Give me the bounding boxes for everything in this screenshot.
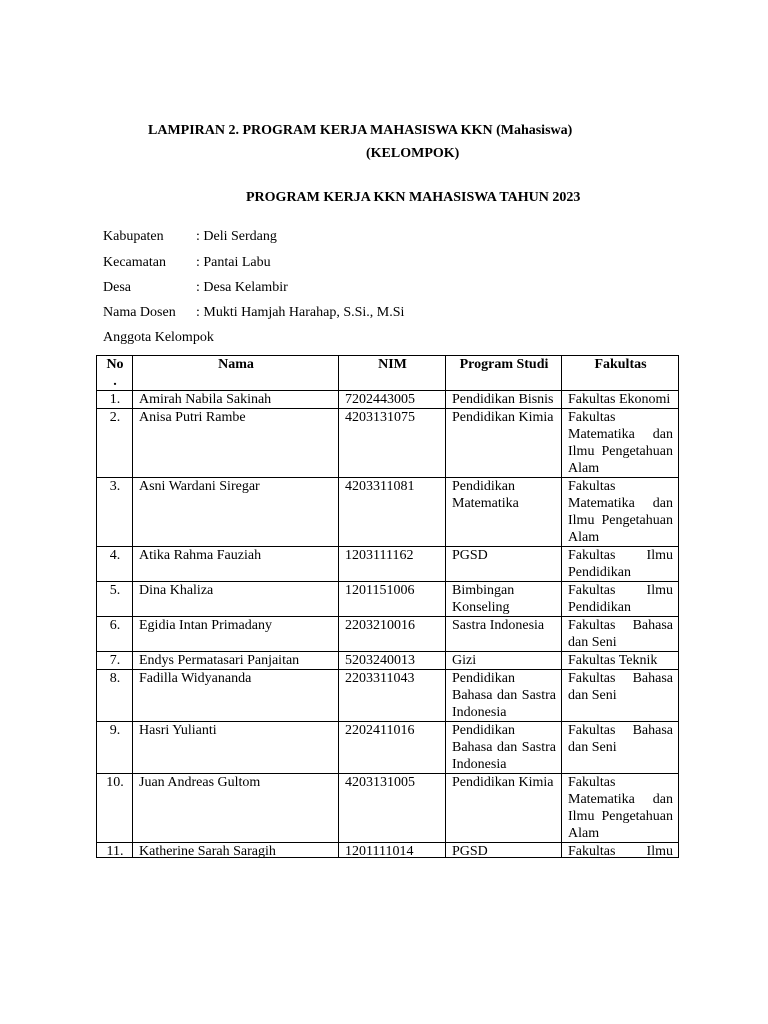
- cell-prodi: Gizi: [446, 652, 562, 670]
- info-desa: [103, 280, 288, 296]
- column-header-no: No .: [97, 356, 133, 391]
- table-row: [97, 547, 679, 582]
- column-header-nim: NIM: [339, 356, 446, 391]
- cell-nama: Egidia Intan Primadany: [133, 617, 339, 652]
- cell-nama: Fadilla Widyananda: [133, 670, 339, 722]
- cell-no: 9.: [97, 722, 133, 774]
- table-row: [97, 391, 679, 409]
- cell-nim: 7202443005: [339, 391, 446, 409]
- column-header-fakultas: Fakultas: [562, 356, 679, 391]
- table-row: [97, 670, 679, 722]
- cell-prodi: Pendidikan Bahasa dan Sastra Indonesia: [446, 670, 562, 722]
- cell-no: 10.: [97, 774, 133, 843]
- cell-prodi: Pendidikan Bahasa dan Sastra Indonesia: [446, 722, 562, 774]
- cell-nama: Asni Wardani Siregar: [133, 478, 339, 547]
- info-label: Nama Dosen: [103, 305, 176, 320]
- cell-fakultas: Fakultas Matematika dan Ilmu Pengetahuan Alam: [562, 409, 679, 478]
- table-row: [97, 478, 679, 547]
- document-title: LAMPIRAN 2. PROGRAM KERJA MAHASISWA KKN (Mahasiswa): [148, 123, 573, 138]
- info-kecamatan: [103, 255, 271, 271]
- table-row: [97, 617, 679, 652]
- cell-prodi: Sastra Indonesia: [446, 617, 562, 652]
- cell-no: 11.: [97, 843, 133, 858]
- table-row: [97, 774, 679, 843]
- info-value: : Mukti Hamjah Harahap, S.Si., M.Si: [196, 305, 405, 320]
- cell-nim: 4203131005: [339, 774, 446, 843]
- cell-no: 1.: [97, 391, 133, 409]
- cell-nama: Anisa Putri Rambe: [133, 409, 339, 478]
- cell-no: 3.: [97, 478, 133, 547]
- cell-fakultas: Fakultas Teknik: [562, 652, 679, 670]
- info-label: Desa: [103, 280, 131, 295]
- table-row: [97, 843, 679, 858]
- cell-prodi: Pendidikan Kimia: [446, 409, 562, 478]
- cell-nim: 2202411016: [339, 722, 446, 774]
- cell-fakultas: Fakultas Matematika dan Ilmu Pengetahuan Alam: [562, 478, 679, 547]
- cell-fakultas: Fakultas Bahasa dan Seni: [562, 617, 679, 652]
- cell-nim: 2203311043: [339, 670, 446, 722]
- info-label: Kabupaten: [103, 229, 164, 244]
- cell-no: 5.: [97, 582, 133, 617]
- cell-prodi: Pendidikan Kimia: [446, 774, 562, 843]
- info-value: : Desa Kelambir: [196, 280, 288, 295]
- cell-prodi: PGSD: [446, 843, 562, 858]
- column-header-nama: Nama: [133, 356, 339, 391]
- info-nama-dosen: [103, 305, 404, 321]
- table-row: [97, 582, 679, 617]
- cell-fakultas: Fakultas Bahasa dan Seni: [562, 722, 679, 774]
- cell-prodi: Pendidikan Bisnis: [446, 391, 562, 409]
- table-row: [97, 652, 679, 670]
- cell-fakultas: Fakultas Ekonomi: [562, 391, 679, 409]
- members-table: [96, 355, 679, 858]
- cell-nama: Dina Khaliza: [133, 582, 339, 617]
- table-header-row: [97, 356, 679, 391]
- column-header-prodi: Program Studi: [446, 356, 562, 391]
- cell-nama: Hasri Yulianti: [133, 722, 339, 774]
- cell-no: 7.: [97, 652, 133, 670]
- members-label: Anggota Kelompok: [103, 330, 214, 345]
- cell-nama: Endys Permatasari Panjaitan: [133, 652, 339, 670]
- cell-fakultas: Fakultas Matematika dan Ilmu Pengetahuan Alam: [562, 774, 679, 843]
- cell-nim: 4203131075: [339, 409, 446, 478]
- cell-no: 8.: [97, 670, 133, 722]
- cell-nim: 1201111014: [339, 843, 446, 858]
- table-row: [97, 409, 679, 478]
- cell-no: 2.: [97, 409, 133, 478]
- document-subtitle: PROGRAM KERJA KKN MAHASISWA TAHUN 2023: [246, 190, 581, 205]
- info-label: Kecamatan: [103, 255, 166, 270]
- cell-no: 6.: [97, 617, 133, 652]
- cell-no: 4.: [97, 547, 133, 582]
- cell-nim: 2203210016: [339, 617, 446, 652]
- cell-nama: Amirah Nabila Sakinah: [133, 391, 339, 409]
- cell-fakultas: Fakultas Ilmu: [562, 843, 679, 858]
- info-value: : Pantai Labu: [196, 255, 271, 270]
- cell-prodi: Bimbingan Konseling: [446, 582, 562, 617]
- cell-fakultas: Fakultas Ilmu Pendidikan: [562, 547, 679, 582]
- document-title-continued: (KELOMPOK): [366, 146, 460, 161]
- cell-nim: 1201151006: [339, 582, 446, 617]
- cell-fakultas: Fakultas Ilmu Pendidikan: [562, 582, 679, 617]
- table-row: [97, 722, 679, 774]
- cell-nama: Katherine Sarah Saragih: [133, 843, 339, 858]
- cell-nama: Atika Rahma Fauziah: [133, 547, 339, 582]
- cell-prodi: Pendidikan Matematika: [446, 478, 562, 547]
- cell-fakultas: Fakultas Bahasa dan Seni: [562, 670, 679, 722]
- cell-nim: 1203111162: [339, 547, 446, 582]
- cell-nim: 5203240013: [339, 652, 446, 670]
- cell-nim: 4203311081: [339, 478, 446, 547]
- info-kabupaten: [103, 229, 277, 245]
- cell-nama: Juan Andreas Gultom: [133, 774, 339, 843]
- info-value: : Deli Serdang: [196, 229, 277, 244]
- cell-prodi: PGSD: [446, 547, 562, 582]
